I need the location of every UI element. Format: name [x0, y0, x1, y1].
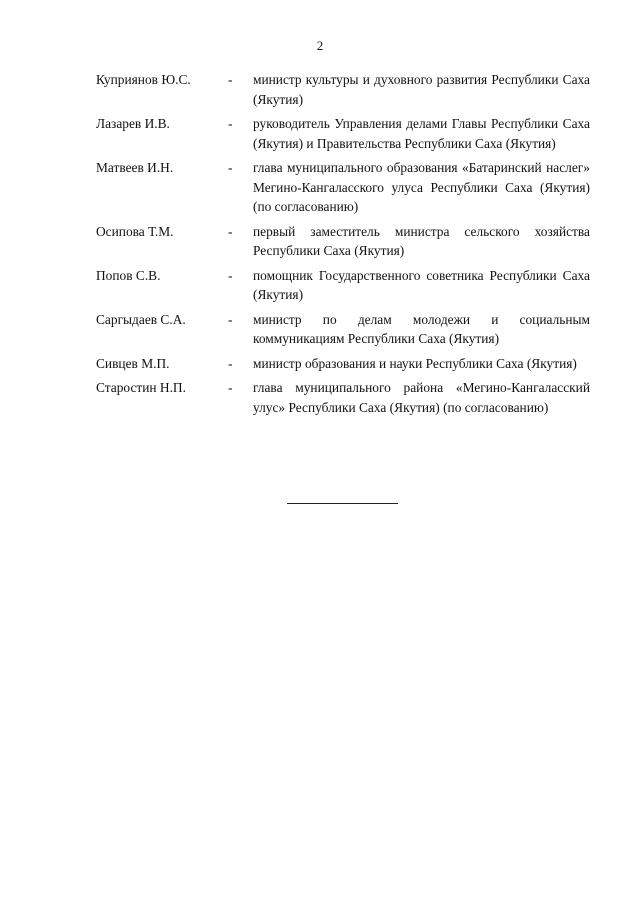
member-name: Куприянов Ю.С.: [96, 72, 191, 87]
member-name: Попов С.В.: [96, 267, 161, 283]
member-name: Старостин Н.П.: [96, 380, 186, 395]
member-row: [96, 70, 590, 109]
member-role: первый заместитель министра сельского хозяйства Республики Саха (Якутия): [253, 223, 590, 258]
member-dash: -: [228, 223, 233, 239]
member-dash: -: [228, 267, 233, 283]
member-role: глава муниципального района «Мегино-Кангаласский улус» Республики Саха (Якутия) (по согласованию): [253, 380, 590, 415]
member-dash: -: [228, 72, 233, 87]
member-role: министр образования и науки Республики Саха (Якутия): [253, 355, 577, 371]
member-role: помощник Государственного советника Республики Саха (Якутия): [253, 267, 590, 302]
member-row: [96, 158, 590, 217]
member-dash: -: [228, 380, 233, 395]
page-number: 2: [316, 38, 324, 53]
member-list: [96, 70, 590, 422]
member-row: [96, 310, 590, 349]
member-row: [96, 222, 590, 261]
member-role: руководитель Управления делами Главы Республики Саха (Якутия) и Правительства Республики Саха (Якутия): [253, 116, 590, 151]
member-row: [96, 114, 590, 153]
member-name: Саргыдаев С.А.: [96, 311, 186, 327]
member-dash: -: [228, 311, 233, 327]
member-name: Матвеев И.Н.: [96, 160, 174, 175]
member-dash: -: [228, 160, 233, 175]
member-dash: -: [228, 355, 233, 371]
end-of-list-rule: [287, 503, 398, 504]
member-row: [96, 378, 590, 417]
member-row: [96, 266, 590, 305]
member-dash: -: [228, 116, 233, 131]
member-name: Лазарев И.В.: [96, 116, 170, 131]
member-row: [96, 354, 590, 374]
member-role: министр культуры и духовного развития Республики Саха (Якутия): [253, 72, 590, 107]
member-name: Сивцев М.П.: [96, 355, 170, 371]
member-name: Осипова Т.М.: [96, 223, 174, 239]
member-role: министр по делам молодежи и социальным коммуникациям Республики Саха (Якутия): [253, 311, 590, 346]
member-role: глава муниципального образования «Батаринский наслег» Мегино-Кангаласского улуса Республики Саха (Якутия) (по согласованию): [253, 160, 590, 214]
